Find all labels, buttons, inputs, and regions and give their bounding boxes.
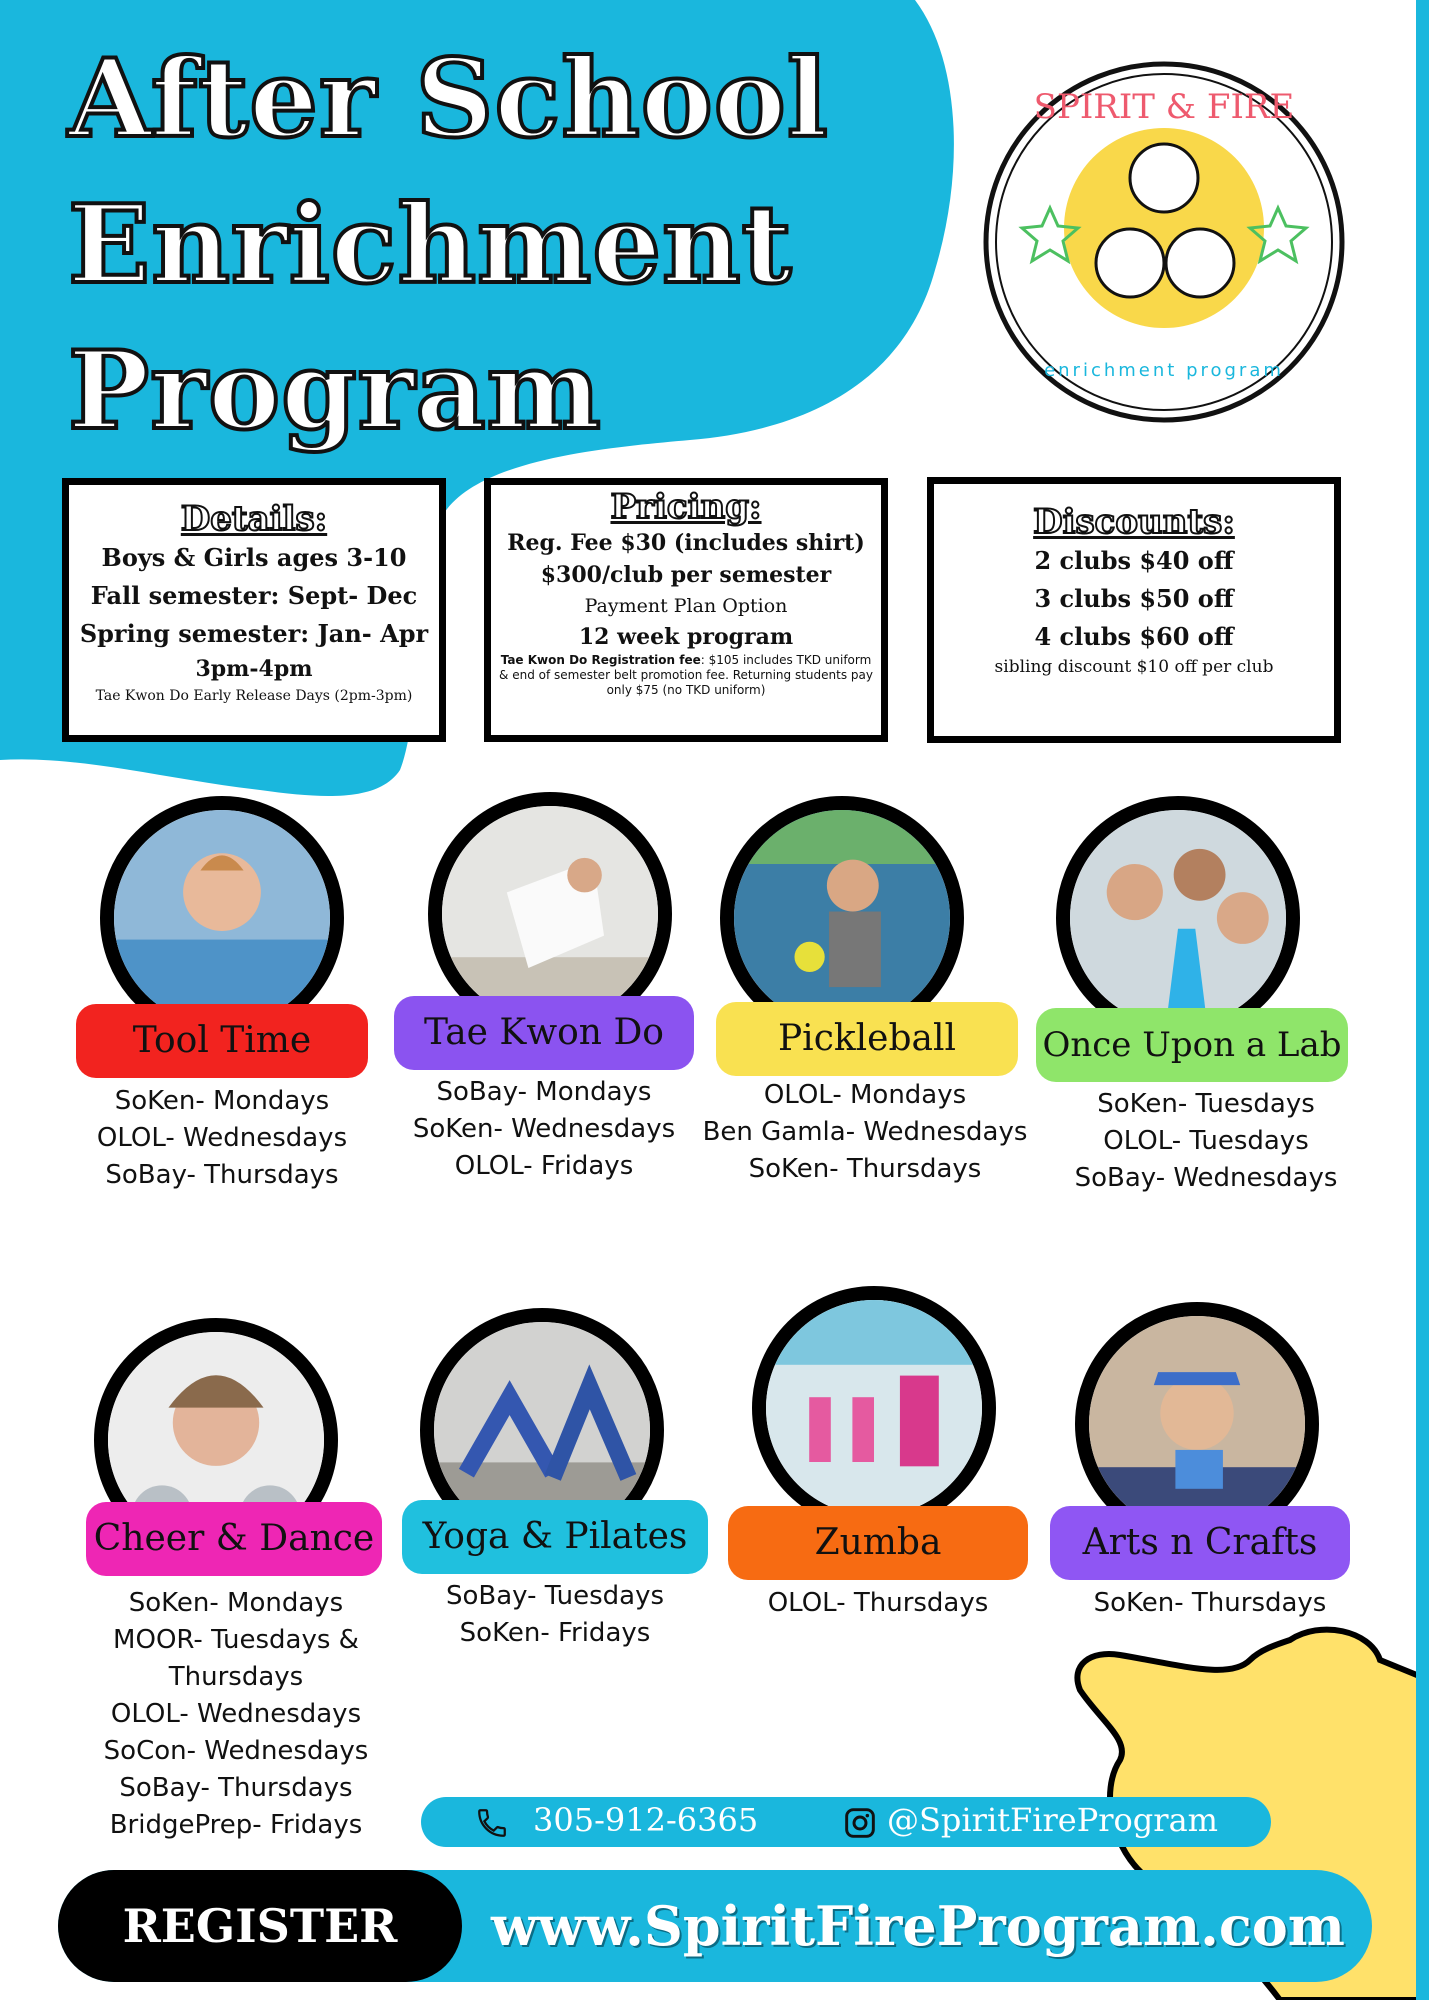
schedule-line: Thursdays (168, 1662, 304, 1692)
pricing-per-club: $300/club per semester (540, 562, 832, 588)
club-tool-time[interactable]: Tool Time (76, 1004, 368, 1078)
pricing-tkd-note (491, 653, 881, 698)
pricing-box (484, 478, 888, 742)
schedule-line: SoKen- Thursdays (748, 1154, 982, 1184)
schedule-line: SoKen- Thursdays (1093, 1588, 1327, 1618)
pricing-weeks: 12 week program (578, 624, 794, 650)
club-zumba[interactable]: Zumba (728, 1506, 1028, 1580)
details-ages: Boys & Girls ages 3-10 (101, 543, 407, 572)
schedule-line: SoKen- Wednesdays (412, 1114, 676, 1144)
schedule-line: SoKen- Mondays (128, 1588, 344, 1618)
page-title (68, 26, 829, 464)
pricing-tkd-details: : $105 includes TKD uniform & end of semester belt promotion fee. Returning students pay only $75 (no TKD uniform) (499, 653, 873, 697)
instagram-handle[interactable]: @SpiritFireProgram (887, 1801, 1218, 1839)
tae-kwon-do-schedule (394, 1074, 694, 1185)
schedule-line: OLOL- Wednesdays (110, 1699, 362, 1729)
title-line-3: Program (68, 328, 602, 454)
schedule-line: OLOL- Tuesdays (1103, 1126, 1309, 1156)
schedule-line: SoBay- Thursdays (105, 1160, 339, 1190)
website-link[interactable]: www.SpiritFireProgram.com (491, 1894, 1345, 1958)
arts-crafts-schedule (1050, 1585, 1370, 1622)
club-arts-crafts[interactable]: Arts n Crafts (1050, 1506, 1350, 1580)
pickleball-schedule (690, 1077, 1040, 1188)
once-upon-a-lab-schedule (1036, 1086, 1376, 1197)
schedule-line: SoCon- Wednesdays (103, 1736, 369, 1766)
club-tae-kwon-do[interactable]: Tae Kwon Do (394, 996, 694, 1070)
club-cheer-dance[interactable]: Cheer & Dance (86, 1502, 382, 1576)
contact-bar (421, 1797, 1271, 1847)
pricing-reg-fee: Reg. Fee $30 (includes shirt) (507, 530, 865, 556)
schedule-line: SoKen- Fridays (459, 1618, 651, 1648)
spirit-fire-logo (980, 58, 1348, 426)
discounts-heading: Discounts: (1033, 502, 1235, 542)
discount-sibling: sibling discount $10 off per club (994, 657, 1274, 677)
phone-icon (475, 1806, 509, 1840)
club-pickleball[interactable]: Pickleball (716, 1002, 1018, 1076)
cheer-dance-schedule (76, 1585, 396, 1844)
zumba-photo (752, 1286, 996, 1530)
details-time: 3pm-4pm (195, 656, 313, 682)
details-early-release: Tae Kwon Do Early Release Days (2pm-3pm) (95, 688, 413, 704)
schedule-line: SoKen- Mondays (114, 1086, 330, 1116)
details-box (62, 478, 446, 742)
schedule-line: SoBay- Mondays (436, 1077, 652, 1107)
details-heading: Details: (180, 499, 328, 539)
schedule-line: OLOL- Fridays (454, 1151, 634, 1181)
schedule-line: MOOR- Tuesdays & (113, 1625, 359, 1655)
schedule-line: OLOL- Thursdays (767, 1588, 989, 1618)
club-once-upon-a-lab[interactable]: Once Upon a Lab (1036, 1008, 1348, 1082)
discount-2-clubs: 2 clubs $40 off (1034, 546, 1234, 575)
discount-4-clubs: 4 clubs $60 off (1034, 622, 1234, 651)
title-line-2: Enrichment (68, 182, 793, 308)
pricing-heading: Pricing: (610, 487, 762, 527)
details-spring: Spring semester: Jan- Apr (79, 619, 429, 648)
zumba-schedule (728, 1585, 1028, 1622)
instagram-icon (844, 1807, 876, 1839)
schedule-line: SoBay- Tuesdays (445, 1581, 665, 1611)
schedule-line: BridgePrep- Fridays (109, 1810, 363, 1840)
pricing-payment-plan: Payment Plan Option (584, 595, 788, 617)
schedule-line: OLOL- Wednesdays (96, 1123, 348, 1153)
schedule-line: SoBay- Wednesdays (1074, 1163, 1338, 1193)
right-edge-stripe (1416, 0, 1429, 2000)
phone-number[interactable]: 305-912-6365 (533, 1801, 759, 1839)
title-line-1: After School (68, 36, 829, 162)
tool-time-schedule (76, 1083, 368, 1194)
yoga-pilates-schedule (402, 1578, 708, 1652)
schedule-line: SoKen- Tuesdays (1097, 1089, 1315, 1119)
logo-bottom-text: enrichment program (1044, 360, 1284, 381)
discount-3-clubs: 3 clubs $50 off (1034, 584, 1234, 613)
details-fall: Fall semester: Sept- Dec (90, 581, 418, 610)
schedule-line: SoBay- Thursdays (119, 1773, 353, 1803)
once-upon-a-lab-photo (1056, 796, 1300, 1040)
logo-top-text: SPIRIT & FIRE (1033, 87, 1295, 127)
club-yoga-pilates[interactable]: Yoga & Pilates (402, 1500, 708, 1574)
discounts-box (927, 477, 1341, 743)
register-button[interactable]: REGISTER (58, 1870, 462, 1982)
schedule-line: Ben Gamla- Wednesdays (702, 1117, 1028, 1147)
schedule-line: OLOL- Mondays (763, 1080, 967, 1110)
pricing-tkd-label: Tae Kwon Do Registration fee (500, 653, 701, 667)
